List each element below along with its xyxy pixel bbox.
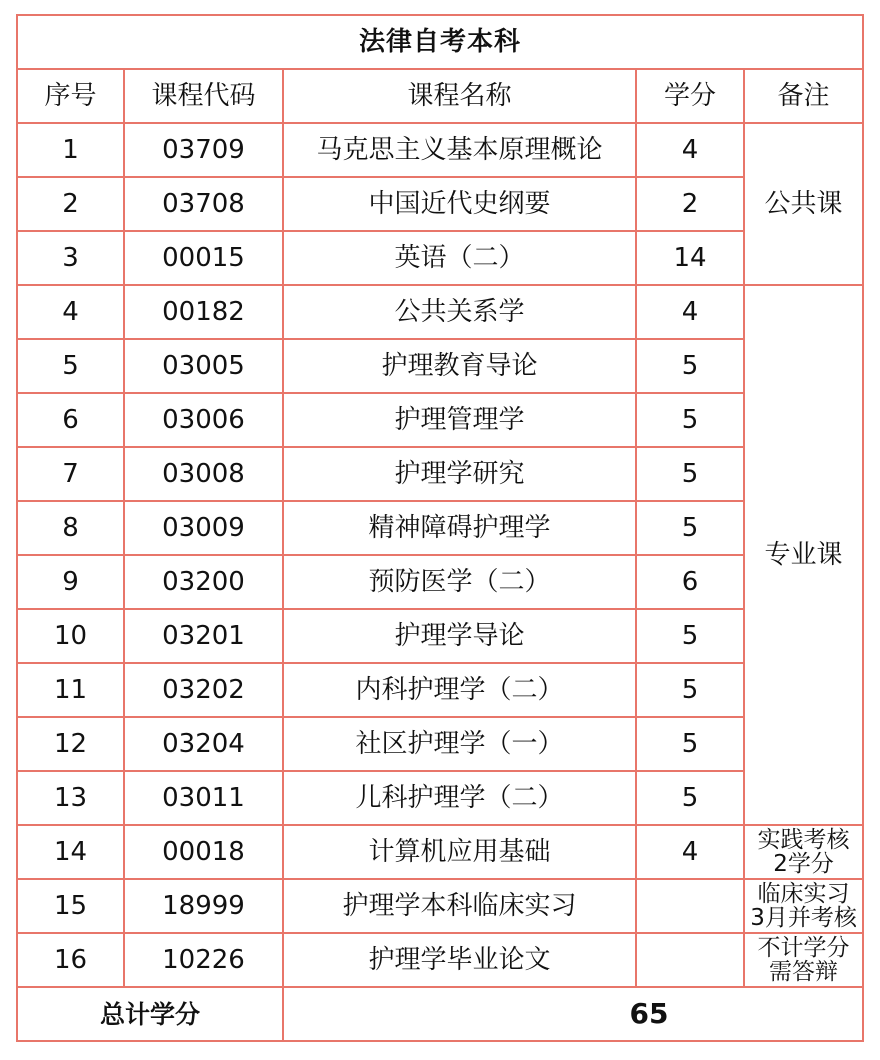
cell-code: 03011: [124, 771, 283, 825]
total-value: [283, 987, 863, 1041]
table-row: [17, 663, 863, 717]
table-row: [17, 771, 863, 825]
cell-name: 护理学毕业论文: [283, 933, 636, 987]
table-row: [17, 177, 863, 231]
cell-credit: 4: [636, 825, 744, 879]
cell-credit: 4: [636, 123, 744, 177]
table-row: [17, 933, 863, 987]
cell-name: 预防医学（二）: [283, 555, 636, 609]
cell-no: 8: [17, 501, 124, 555]
table-row: [17, 825, 863, 879]
cell-no: 9: [17, 555, 124, 609]
cell-name: 公共关系学: [283, 285, 636, 339]
total-value-text: 65: [629, 997, 669, 1030]
cell-name: 护理学研究: [283, 447, 636, 501]
cell-no: 5: [17, 339, 124, 393]
header-credit: 学分: [636, 69, 744, 123]
table-row: [17, 555, 863, 609]
cell-no: 4: [17, 285, 124, 339]
header-row: [17, 69, 863, 123]
note-row14: [744, 825, 863, 879]
cell-name: 护理教育导论: [283, 339, 636, 393]
table-row: [17, 501, 863, 555]
table-row: [17, 285, 863, 339]
cell-name: 中国近代史纲要: [283, 177, 636, 231]
cell-code: 10226: [124, 933, 283, 987]
table-row: [17, 717, 863, 771]
table-row: [17, 609, 863, 663]
cell-name: 护理管理学: [283, 393, 636, 447]
cell-no: 2: [17, 177, 124, 231]
cell-credit: 5: [636, 609, 744, 663]
cell-name: 内科护理学（二）: [283, 663, 636, 717]
cell-credit: 5: [636, 393, 744, 447]
cell-credit: [636, 879, 744, 933]
note-line: 实践考核: [757, 827, 850, 853]
cell-no: 1: [17, 123, 124, 177]
cell-credit: 4: [636, 285, 744, 339]
course-table: [16, 14, 864, 1042]
cell-credit: 5: [636, 447, 744, 501]
cell-code: 00015: [124, 231, 283, 285]
cell-code: 03204: [124, 717, 283, 771]
cell-credit: 5: [636, 771, 744, 825]
note-line: 临床实习: [757, 881, 850, 907]
cell-name: 儿科护理学（二）: [283, 771, 636, 825]
note-major: 专业课: [744, 285, 863, 825]
total-label: 总计学分: [17, 987, 283, 1041]
table-row: [17, 339, 863, 393]
total-row: [17, 987, 863, 1041]
cell-code: 03201: [124, 609, 283, 663]
note-public: 公共课: [744, 123, 863, 285]
cell-name: 社区护理学（一）: [283, 717, 636, 771]
cell-code: 00182: [124, 285, 283, 339]
cell-name: 英语（二）: [283, 231, 636, 285]
cell-credit: 5: [636, 717, 744, 771]
cell-code: 03200: [124, 555, 283, 609]
cell-code: 03708: [124, 177, 283, 231]
cell-no: 12: [17, 717, 124, 771]
table-title: 法律自考本科: [17, 15, 863, 69]
cell-credit: 5: [636, 501, 744, 555]
cell-no: 10: [17, 609, 124, 663]
cell-no: 6: [17, 393, 124, 447]
note-line: 2学分: [773, 851, 834, 877]
cell-credit: 14: [636, 231, 744, 285]
cell-code: 18999: [124, 879, 283, 933]
cell-credit: 5: [636, 663, 744, 717]
cell-no: 14: [17, 825, 124, 879]
table-row: [17, 393, 863, 447]
table-row: [17, 879, 863, 933]
note-row16: [744, 933, 863, 987]
cell-no: 13: [17, 771, 124, 825]
cell-no: 3: [17, 231, 124, 285]
cell-credit: 5: [636, 339, 744, 393]
note-row15: [744, 879, 863, 933]
cell-credit: [636, 933, 744, 987]
cell-name: 精神障碍护理学: [283, 501, 636, 555]
note-line: 3月并考核: [750, 905, 857, 931]
table-row: [17, 231, 863, 285]
cell-no: 16: [17, 933, 124, 987]
table-row: [17, 123, 863, 177]
header-note: 备注: [744, 69, 863, 123]
cell-no: 15: [17, 879, 124, 933]
cell-code: 03005: [124, 339, 283, 393]
header-code: 课程代码: [124, 69, 283, 123]
cell-code: 03009: [124, 501, 283, 555]
cell-name: 护理学导论: [283, 609, 636, 663]
note-line: 需答辩: [769, 959, 839, 985]
cell-name: 护理学本科临床实习: [283, 879, 636, 933]
header-no: 序号: [17, 69, 124, 123]
cell-name: 马克思主义基本原理概论: [283, 123, 636, 177]
cell-credit: 6: [636, 555, 744, 609]
note-line: 不计学分: [757, 935, 850, 961]
cell-code: 03709: [124, 123, 283, 177]
table-row: [17, 447, 863, 501]
cell-code: 03008: [124, 447, 283, 501]
header-name: 课程名称: [283, 69, 636, 123]
cell-no: 11: [17, 663, 124, 717]
cell-credit: 2: [636, 177, 744, 231]
cell-no: 7: [17, 447, 124, 501]
cell-code: 03202: [124, 663, 283, 717]
cell-code: 00018: [124, 825, 283, 879]
cell-code: 03006: [124, 393, 283, 447]
cell-name: 计算机应用基础: [283, 825, 636, 879]
